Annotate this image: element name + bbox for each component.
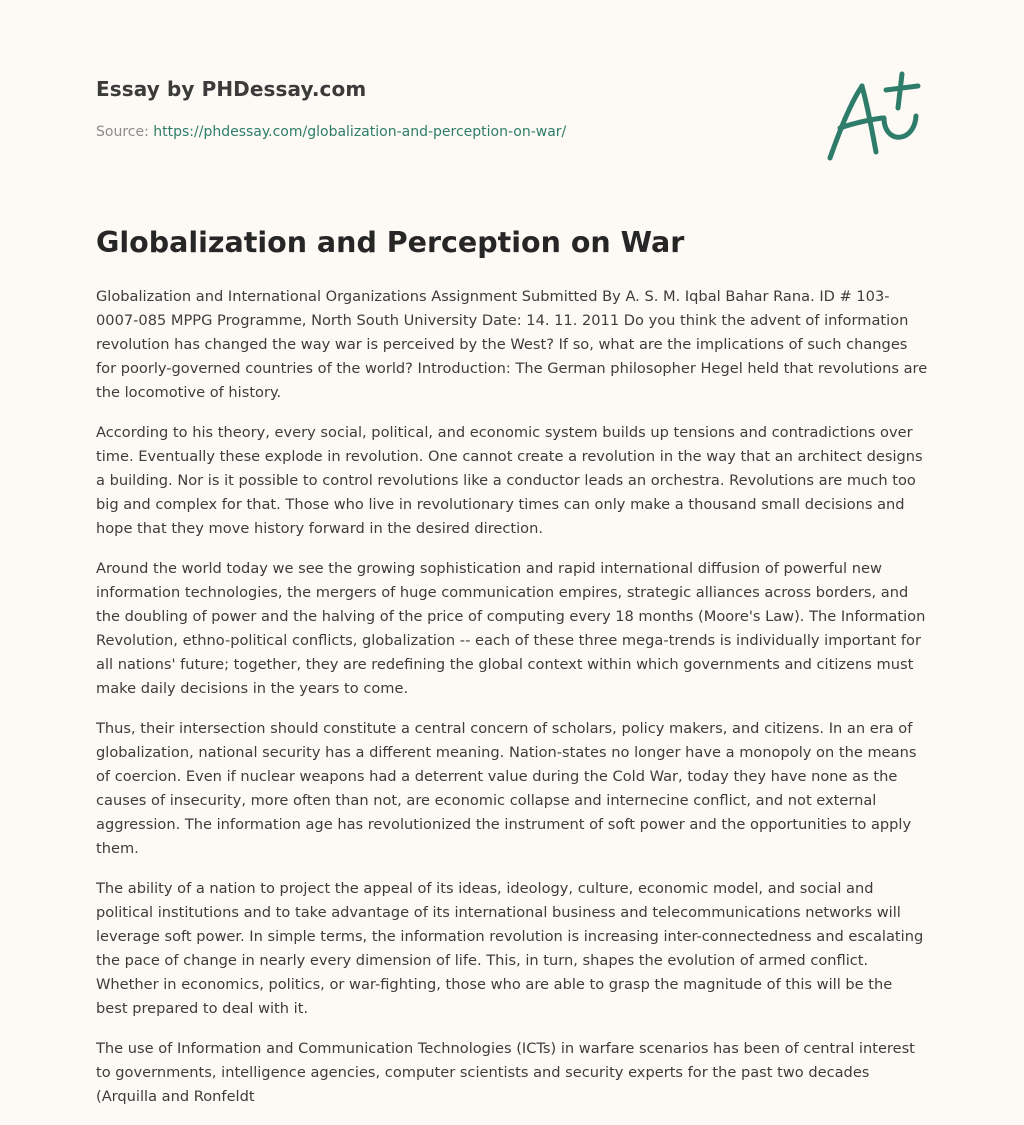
source-label: Source: [96, 124, 154, 140]
site-brand: Essay by PHDessay.com [96, 77, 367, 101]
essay-title: Globalization and Perception on War [96, 226, 685, 259]
essay-paragraph: The ability of a nation to project the appeal of its ideas, ideology, culture, economic model, and social and political institutions and to take advantage of its international business and telecommunications networks will leverage soft power. In simple terms, the information revolution is increasing inter-connectedness and escalating the pace of change in nearly every dimension of life. This, in turn, shapes the evolution of armed conflict. Whether in economics, politics, or war-fighting, those who are able to grasp the magnitude of this will be the best prepared to deal with it. [96, 880, 924, 1017]
essay-paragraph: Globalization and International Organizations Assignment Submitted By A. S. M. Iqbal Bahar Rana. ID # 103-0007-085 MPPG Programme, North South University Date: 14. 11. 2011 Do you think the advent of information revolution has changed the way war is perceived by the West? If so, what are the implications of such changes for poorly-governed countries of the world? Introduction: The German philosopher Hegel held that revolutions are the locomotive of history. [96, 288, 928, 401]
source-line [96, 124, 566, 140]
essay-body [96, 285, 928, 1125]
a-plus-logo-icon [826, 68, 926, 168]
source-link[interactable]: https://phdessay.com/globalization-and-perception-on-war/ [153, 124, 567, 140]
essay-paragraph: Thus, their intersection should constitute a central concern of scholars, policy makers, and citizens. In an era of globalization, national security has a different meaning. Nation-states no longer have a monopoly on the means of coercion. Even if nuclear weapons had a deterrent value during the Cold War, today they have none as the causes of insecurity, more often than not, are economic collapse and internecine conflict, and not external aggression. The information age has revolutionized the instrument of soft power and the opportunities to apply them. [96, 720, 917, 857]
essay-paragraph: The use of Information and Communication Technologies (ICTs) in warfare scenarios has been of central interest to governments, intelligence agencies, computer scientists and security experts for the past two decades (Arquilla and Ronfeldt [96, 1040, 915, 1105]
essay-paragraph: Around the world today we see the growing sophistication and rapid international diffusion of powerful new information technologies, the mergers of huge communication empires, strategic alliances across borders, and the doubling of power and the halving of the price of computing every 18 months (Moore's Law). The Information Revolution, ethno-political conflicts, globalization -- each of these three mega-trends is individually important for all nations' future; together, they are redefining the global context within which governments and citizens must make daily decisions in the years to come. [96, 560, 926, 697]
essay-paragraph: According to his theory, every social, political, and economic system builds up tensions and contradictions over time. Eventually these explode in revolution. One cannot create a revolution in the way that an architect designs a building. Nor is it possible to control revolutions like a conductor leads an orchestra. Revolutions are much too big and complex for that. Those who live in revolutionary times can only make a thousand small decisions and hope that they move history forward in the desired direction. [96, 424, 923, 537]
